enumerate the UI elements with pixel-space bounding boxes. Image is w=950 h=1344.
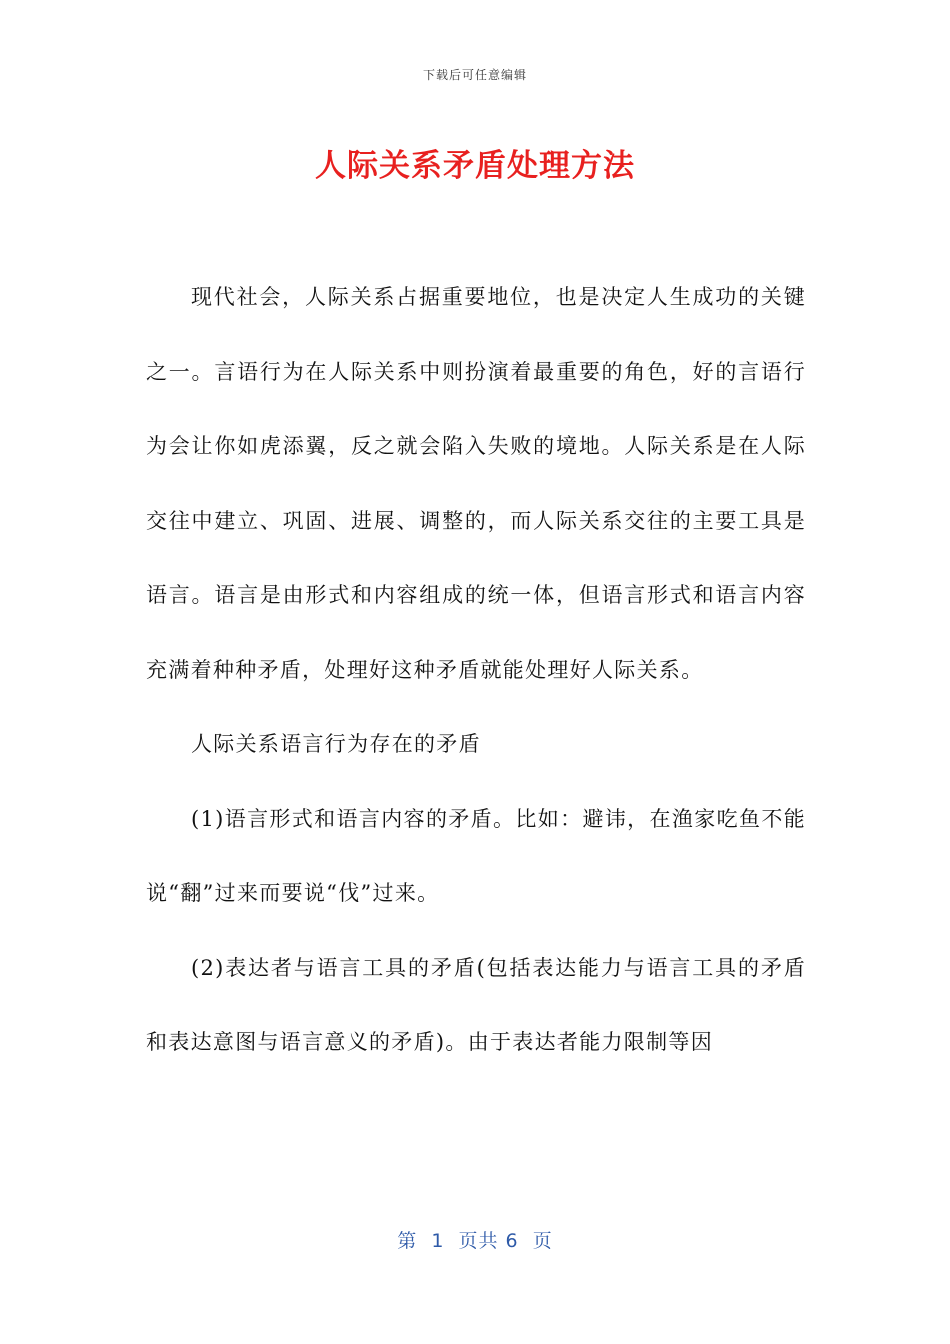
- page-number-footer: 第 1 页共 6 页: [397, 1230, 553, 1252]
- paragraph-section-heading: 人际关系语言行为存在的矛盾: [191, 732, 481, 756]
- paragraph-intro: 现代社会，人际关系占据重要地位，也是决定人生成功的关键之一。言语行为在人际关系中则扮演着最重要的角色，好的言语行为会让你如虎添翼，反之就会陷入失败的境地。人际关系是在人际交往中建立、巩固、进展、调整的，而人际关系交往的主要工具是语言。语言是由形式和内容组成的统一体，但语言形式和语言内容充满着种种矛盾，处理好这种矛盾就能处理好人际关系。: [146, 285, 806, 682]
- header-note: 下载后可任意编辑: [422, 68, 527, 82]
- paragraph-point-1: (1)语言形式和语言内容的矛盾。比如：避讳，在渔家吃鱼不能说“翻”过来而要说“伐”过来。: [146, 806, 806, 905]
- document-body: [146, 260, 806, 1080]
- paragraph-point-2: (2)表达者与语言工具的矛盾(包括表达能力与语言工具的矛盾和表达意图与语言意义的矛盾)。由于表达者能力限制等因: [146, 955, 806, 1054]
- document-title: 人际关系矛盾处理方法: [315, 148, 635, 184]
